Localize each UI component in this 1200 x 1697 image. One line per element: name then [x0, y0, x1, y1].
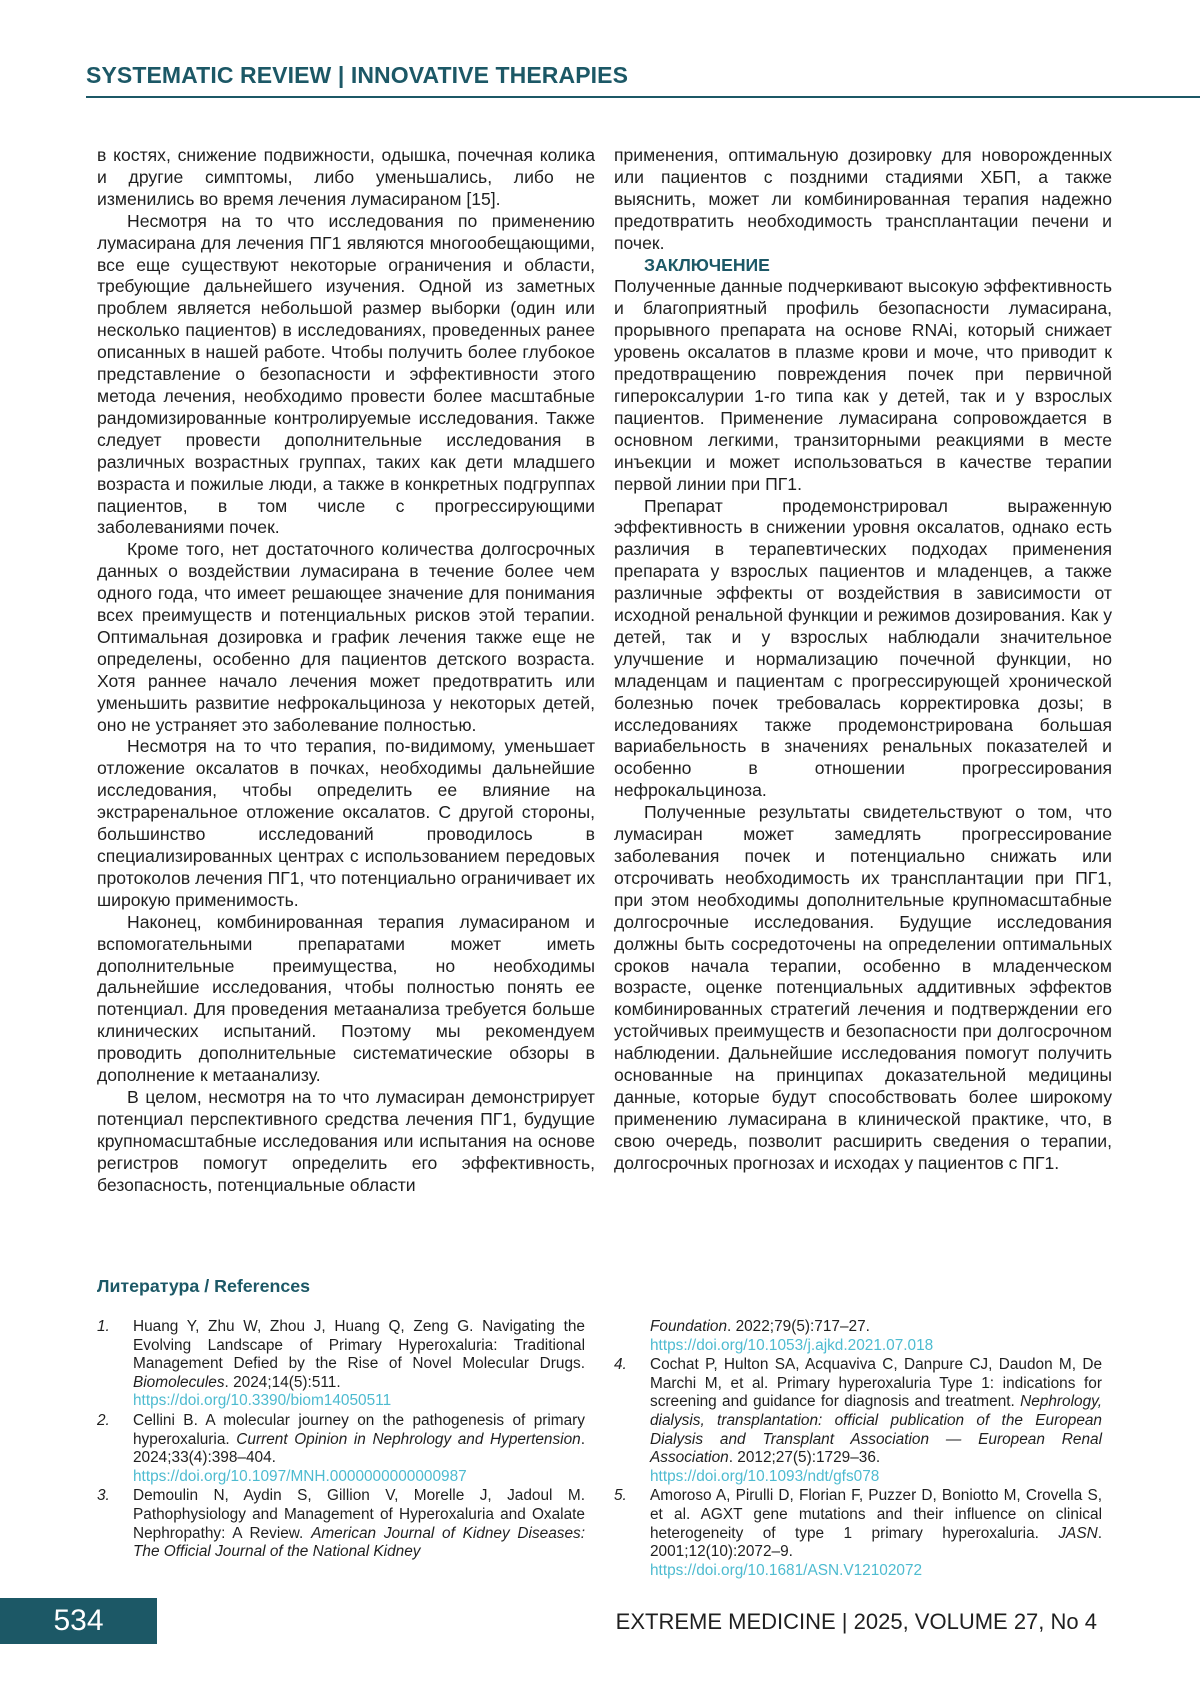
reference-doi-link[interactable]: https://doi.org/10.1097/MNH.0000000000000987 [133, 1467, 467, 1485]
reference-details: . 2022;79(5):717–27. [727, 1318, 870, 1335]
reference-body [650, 1356, 1102, 1486]
reference-item [97, 1487, 585, 1561]
reference-body [133, 1412, 585, 1486]
reference-number: 4. [614, 1356, 627, 1374]
journal-footer: EXTREME MEDICINE | 2025, VOLUME 27, No 4 [615, 1609, 1097, 1634]
references-list-left [97, 1318, 585, 1563]
right-text-column [614, 145, 1112, 1175]
reference-doi-link[interactable]: https://doi.org/10.1053/j.ajkd.2021.07.018 [650, 1336, 934, 1354]
references-list-right [614, 1318, 1102, 1581]
body-paragraph: Препарат продемонстрировал выраженную эффективность в снижении уровня оксалатов, однако есть различия в терапевтических подходах применения препарата у взрослых пациентов и младенцев, а также различные эффекты от воздействия в зависимости от исходной ренальной функции и режимов дозирования. Как у детей, так и у взрослых наблюдали значительное улучшение и нормализацию почечной функции, но младенцам и пациентам с прогрессирующей хронической болезнью почек требовалась корректировка дозы; в исследованиях также продемонстрирована большая вариабельность в значениях ренальных показателей и особенно в отношении прогрессирования нефрокальциноза. [614, 495, 1112, 801]
reference-body [133, 1318, 585, 1411]
reference-item-continued [614, 1318, 1102, 1355]
reference-text: Huang Y, Zhu W, Zhou J, Huang Q, Zeng G. Navigating the Evolving Landscape of Primary Hyperoxaluria: Traditional Management Defied by the Rise of Novel Molecular Drugs. [133, 1318, 585, 1373]
reference-details: . 2024;14(5):511. [224, 1373, 341, 1391]
reference-doi-link[interactable]: https://doi.org/10.1093/ndt/gfs078 [650, 1467, 880, 1485]
reference-journal: American Journal of Kidney Diseases: The Official Journal of the National Kidney [133, 1524, 585, 1561]
body-paragraph: применения, оптимальную дозировку для новорожденных или пациентов с поздними стадиями ХБП, а также выяснить, может ли комбинированная терапия надежно предотвратить необходимость трансплантации печени и почек. [614, 145, 1112, 253]
conclusion-heading: ЗАКЛЮЧЕНИЕ [644, 254, 770, 275]
reference-number: 5. [614, 1487, 627, 1505]
body-paragraph: Полученные данные подчеркивают высокую эффективность и благоприятный профиль безопасности лумасирана, прорывного препарата на основе RNAi, который снижает уровень оксалатов в плазме крови и моче, что приводит к предотвращению повреждения почек при первичной гипероксалурии 1-го типа как у детей, так и у взрослых пациентов. Применение лумасирана сопровождается в основном легкими, транзиторными реакциями в месте инъекции и может использоваться в качестве терапии первой линии при ПГ1. [614, 276, 1112, 494]
reference-item [97, 1318, 585, 1411]
body-paragraph: В целом, несмотря на то что лумасиран демонстрирует потенциал перспективного средства лечения ПГ1, будущие крупномасштабные исследования или испытания на основе регистров помогут определить его эффективность, безопасность, потенциальные области [97, 1086, 595, 1195]
reference-number: 3. [97, 1487, 110, 1505]
reference-journal: Biomolecules [133, 1373, 225, 1391]
body-paragraph: Кроме того, нет достаточного количества долгосрочных данных о воздействии лумасирана в течение более чем одного года, что имеет решающее значение для понимания всех преимуществ и потенциальных рисков этой терапии. Оптимальная дозировка и график лечения также еще не определены, особенно для пациентов детского возраста. Хотя раннее начало лечения может предотвратить или уменьшить развитие нефрокальциноза у некоторых детей, оно не устраняет это заболевание полностью. [97, 539, 595, 735]
page-number: 534 [53, 1604, 104, 1637]
reference-item [614, 1356, 1102, 1486]
header-rule [86, 96, 1200, 98]
reference-details: . 2012;27(5):1729–36. [728, 1449, 881, 1467]
body-paragraph: Полученные результаты свидетельствуют о том, что лумасиран может замедлять прогрессирование заболевания почек и потенциально снижать или отсрочивать необходимость их трансплантации при ПГ1, при этом необходимы дополнительные крупномасштабные долгосрочные исследования. Будущие исследования должны быть сосредоточены на определении оптимальных сроков начала терапии, особенно в младенческом возрасте, оценке потенциальных аддитивных эффектов комбинированных стратегий лечения и подтверждении его устойчивых преимуществ и безопасности при долгосрочном наблюдении. Дальнейшие исследования помогут получить основанные на принципах доказательной медицины данные, которые будут способствовать более широкому применению лумасирана в клинической практике, что, в свою очередь, позволит расширить сведения о терапии, долгосрочных прогнозах и исходах у пациентов с ПГ1. [614, 802, 1112, 1173]
reference-text: Cochat P, Hulton SA, Acquaviva C, Danpure CJ, Daudon M, De Marchi M, et al. Primary hyperoxaluria Type 1: indications for screening and guidance for diagnosis and treatment. [650, 1356, 1102, 1411]
reference-body [650, 1487, 1102, 1580]
references-heading: Литература / References [97, 1276, 311, 1296]
reference-journal: Nephrology, dialysis, transplantation: official publication of the European Dialysis and Transplant Association — European Renal Association [650, 1393, 1102, 1467]
reference-journal: Current Opinion in Nephrology and Hypertension [236, 1430, 581, 1448]
reference-journal: Foundation [650, 1318, 728, 1335]
reference-text: Amoroso A, Pirulli D, Florian F, Puzzer D, Boniotto M, Crovella S, et al. AGXT gene mutations and their influence on clinical heterogeneity of type 1 primary hyperoxaluria. [650, 1487, 1102, 1542]
running-header: SYSTEMATIC REVIEW | INNOVATIVE THERAPIES [86, 62, 629, 88]
body-paragraph: в костях, снижение подвижности, одышка, почечная колика и другие симптомы, либо уменьшались, либо не изменились во время лечения лумасираном [15]. [97, 145, 595, 209]
reference-doi-link[interactable]: https://doi.org/10.1681/ASN.V12102072 [650, 1561, 923, 1579]
reference-number: 1. [97, 1318, 110, 1335]
body-paragraph: Наконец, комбинированная терапия лумасираном и вспомогательными препаратами может иметь дополнительные преимущества, но необходимы дальнейшие исследования, чтобы полностью понять ее потенциал. Для проведения метаанализа требуется больше клинических испытаний. Поэтому мы рекомендуем проводить дополнительные систематические обзоры в дополнение к метаанализу. [97, 911, 595, 1086]
body-paragraph: Несмотря на то что исследования по применению лумасирана для лечения ПГ1 являются многообещающими, все еще существуют некоторые ограничения и области, требующие дальнейшего изучения. Одной из заметных проблем является небольшой размер выборки (один или несколько пациентов) в исследованиях, проведенных ранее описанных в нашей работе. Чтобы получить более глубокое представление о безопасности и эффективности этого метода лечения, необходимо провести более масштабные рандомизированные контролируемые исследования. Также следует провести дополнительные исследования в различных возрастных группах, таких как дети младшего возраста и пожилые люди, а также в конкретных подгруппах пациентов, в том числе с прогрессирующими заболеваниями почек. [97, 210, 595, 538]
reference-body [133, 1487, 585, 1561]
reference-number: 2. [97, 1411, 110, 1429]
reference-item [614, 1487, 1102, 1580]
body-paragraph: Несмотря на то что терапия, по-видимому, уменьшает отложение оксалатов в почках, необходимы дальнейшие исследования, чтобы определить ее влияние на экстраренальное отложение оксалатов. С другой стороны, большинство исследований проводилось в специализированных центрах с использованием передовых протоколов лечения ПГ1, что потенциально ограничивает их широкую применимость. [97, 736, 595, 910]
reference-details: . 2024;33(4):398–404. [133, 1430, 585, 1467]
reference-text: Cellini B. A molecular journey on the pathogenesis of primary hyperoxaluria. [133, 1411, 585, 1448]
reference-item [97, 1412, 585, 1486]
reference-journal: JASN [1058, 1524, 1098, 1542]
reference-details: . 2001;12(10):2072–9. [650, 1524, 1102, 1561]
reference-text: Demoulin N, Aydin S, Gillion V, Morelle J, Jadoul M. Pathophysiology and Management of Hyperoxaluria and Oxalate Nephropathy: A Review. [133, 1487, 585, 1542]
reference-body [614, 1318, 1102, 1355]
reference-doi-link[interactable]: https://doi.org/10.3390/biom14050511 [133, 1392, 392, 1410]
left-text-column [97, 145, 595, 1197]
